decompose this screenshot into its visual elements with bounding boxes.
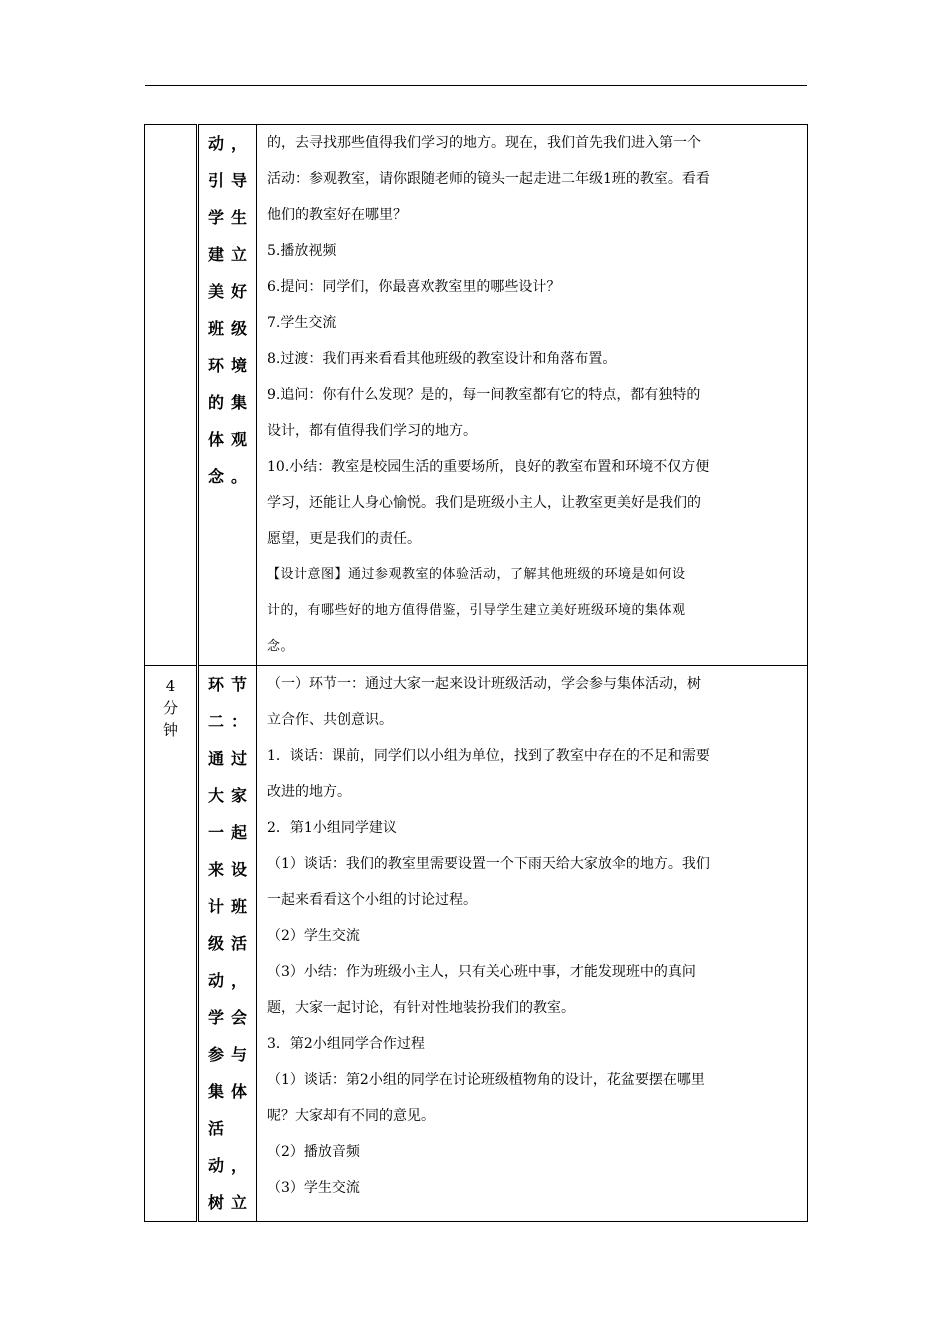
content-line: 3．第2小组同学合作过程 [267, 1036, 425, 1052]
time-text: 钟 [162, 721, 178, 739]
content-line: （2）播放音频 [267, 1144, 360, 1160]
content-line: （1）谈话：我们的教室里需要设置一个下雨天给大家放伞的地方。我们 [267, 856, 710, 872]
goal-text-line: 体观 [208, 430, 247, 449]
goal-text-line: 集体 [208, 1082, 247, 1101]
content-line: （2）学生交流 [267, 928, 360, 944]
content-line: 设计，都有值得我们学习的地方。 [267, 423, 477, 439]
goal-text-line: 引导 [208, 171, 247, 190]
goal-text-line: 学生 [208, 208, 247, 227]
content-line: 7.学生交流 [267, 315, 337, 331]
content-line: （1）谈话：第2小组的同学在讨论班级植物角的设计，花盆要摆在哪里 [267, 1072, 705, 1088]
content-line: 6.提问：同学们，你最喜欢教室里的哪些设计？ [267, 279, 561, 295]
content-line: 他们的教室好在哪里？ [267, 207, 407, 223]
time-cell [145, 666, 198, 1222]
goal-text-line: 参与 [208, 1045, 247, 1064]
lesson-plan-table [144, 124, 808, 1222]
design-intent-line: 念。 [267, 639, 295, 654]
goal-text-line: 美好 [208, 282, 247, 301]
goal-text-line: 大家 [208, 786, 247, 805]
goal-text-line: 通过 [208, 749, 247, 768]
table-body [145, 125, 808, 1222]
content-cell [257, 125, 808, 666]
table-row [145, 666, 808, 1222]
content-line: 学习，还能让人身心愉悦。我们是班级小主人，让教室更美好是我们的 [267, 495, 701, 511]
goal-text-line: 级活 [208, 934, 247, 953]
goal-text-line: 念。 [208, 467, 247, 486]
content-line: 5.播放视频 [267, 243, 337, 259]
content-line: 8.过渡：我们再来看看其他班级的教室设计和角落布置。 [267, 351, 617, 367]
time-text: 4 [165, 677, 176, 695]
content-line: 一起来看看这个小组的讨论过程。 [267, 892, 477, 908]
content-line: （3）小结：作为班级小主人，只有关心班中事，才能发现班中的真问 [267, 964, 696, 980]
content-line: 愿望，更是我们的责任。 [267, 531, 421, 547]
goal-text-line: 环节 [208, 675, 247, 694]
goal-text-line: 树立 [208, 1193, 247, 1212]
content-line: 9.追问：你有什么发现？是的，每一间教室都有它的特点，都有独特的 [267, 387, 701, 403]
goal-text-line: 二： [208, 712, 247, 731]
time-text: 分 [162, 699, 178, 717]
goal-text-line: 活 [208, 1119, 225, 1138]
goal-text-line: 一起 [208, 823, 247, 842]
goal-text-line: 环境 [208, 356, 247, 375]
goal-text-line: 动， [208, 1156, 247, 1175]
content-line: 题，大家一起讨论，有针对性地装扮我们的教室。 [267, 1000, 575, 1016]
content-line: 1．谈话：课前，同学们以小组为单位，找到了教室中存在的不足和需要 [267, 748, 710, 764]
content-line: 呢？大家却有不同的意见。 [267, 1108, 435, 1124]
content-line: 2．第1小组同学建议 [267, 820, 397, 836]
content-line: 的，去寻找那些值得我们学习的地方。现在，我们首先我们进入第一个 [267, 135, 701, 151]
goal-text-line: 来设 [208, 860, 247, 879]
goal-text-line: 建立 [208, 245, 247, 264]
content-line: 活动：参观教室，请你跟随老师的镜头一起走进二年级1班的教室。看看 [267, 171, 710, 187]
goal-text-line: 学会 [208, 1008, 247, 1027]
time-cell [145, 125, 198, 666]
content-line: 立合作、共创意识。 [267, 712, 393, 728]
goal-text-line: 计班 [208, 897, 247, 916]
table-row [145, 125, 808, 666]
content-cell [257, 666, 808, 1222]
page-header-rule [145, 85, 807, 86]
goal-text-line: 的集 [208, 393, 247, 412]
content-line: 改进的地方。 [267, 784, 351, 800]
content-line: （3）学生交流 [267, 1180, 360, 1196]
goal-cell [198, 125, 257, 666]
goal-text-line: 动， [208, 134, 247, 153]
goal-text-line: 班级 [208, 319, 247, 338]
design-intent-line: 【设计意图】通过参观教室的体验活动，了解其他班级的环境是如何设 [267, 567, 686, 582]
design-intent-line: 计的，有哪些好的地方值得借鉴，引导学生建立美好班级环境的集体观 [267, 603, 686, 618]
goal-text-line: 动， [208, 971, 247, 990]
content-line: 10.小结：教室是校园生活的重要场所，良好的教室布置和环境不仅方便 [267, 459, 710, 475]
content-line: （一）环节一：通过大家一起来设计班级活动，学会参与集体活动，树 [267, 676, 701, 692]
goal-cell [198, 666, 257, 1222]
